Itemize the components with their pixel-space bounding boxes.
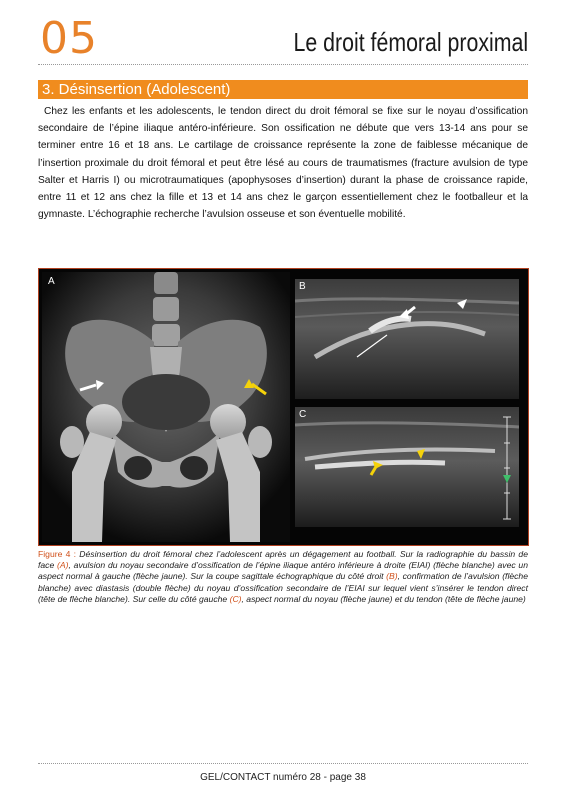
figure-image	[38, 268, 529, 546]
caption-text-4: , aspect normal du noyau (flèche jaune) et du tendon (tête de flèche jaune)	[241, 593, 526, 604]
caption-label: Figure 4 :	[38, 549, 77, 559]
ultrasound-left	[295, 407, 519, 527]
caption-ref-c: (C)	[229, 593, 242, 604]
footer-divider	[38, 763, 528, 764]
panel-a-label: A	[48, 276, 55, 287]
header-divider	[38, 64, 528, 65]
figure-caption	[38, 549, 528, 605]
pelvis-xray-drawing	[42, 272, 290, 542]
caption-ref-a: (A)	[57, 560, 69, 571]
chapter-number: 05	[40, 13, 98, 64]
caption-text-3: , confirmation de l’avulsion (flèche blanche) avec diastasis (double flèche) du noyau d’ossification secondaire de l’EIAI sur lequel vient s’insérer le tendon direct (tête de flèche blanche). Sur celle du côté gauche	[38, 571, 528, 604]
ultrasound-b-drawing	[295, 279, 519, 399]
caption-ref-b: (B)	[386, 571, 398, 582]
pelvis-radiograph	[42, 272, 290, 542]
page-footer: GEL/CONTACT numéro 28 - page 38	[200, 772, 366, 783]
ultrasound-c-drawing	[295, 407, 519, 527]
body-paragraph: Chez les enfants et les adolescents, le tendon direct du droit fémoral se fixe sur le noyau d’ossification secondaire de l’épine iliaque antéro-inférieure. Son ossification ne débute que vers 13-14 ans pour se terminer entre 16 et 18 ans. Le cartilage de croissance représente la zone de faiblesse mécanique de l’insertion proximale du droit fémoral et peut être lésé au cours de traumatismes (fracture avulsion de type Salter et Harris I) ou microtraumatiques (apophysoses d’insertion) durant la phase de croissance rapide, entre 11 et 12 ans chez la fille et 13 et 14 ans chez le garçon essentiellement chez le footballeur et la gymnaste. L’échographie recherche l’avulsion osseuse et son éventuelle mobilité.	[38, 106, 528, 221]
ultrasound-right	[295, 279, 519, 399]
section-title: 3. Désinsertion (Adolescent)	[42, 81, 231, 98]
body-text	[38, 103, 528, 223]
page-title: Le droit fémoral proximal	[293, 27, 528, 57]
panel-b-label: B	[299, 281, 306, 292]
panel-c-label: C	[299, 409, 307, 420]
caption-text-1: Désinsertion du droit fémoral chez l’adolescent après un dégagement au football. Sur la radiographie du bassin de face	[38, 549, 528, 571]
caption-text-2: , avulsion du noyau secondaire d’ossification de l’épine iliaque antéro inférieure à droite (EIAI) (flèche blanche) avec un aspect normal à gauche (flèche jaune). Sur la coupe sagittale échographique du côté droit	[38, 560, 528, 582]
